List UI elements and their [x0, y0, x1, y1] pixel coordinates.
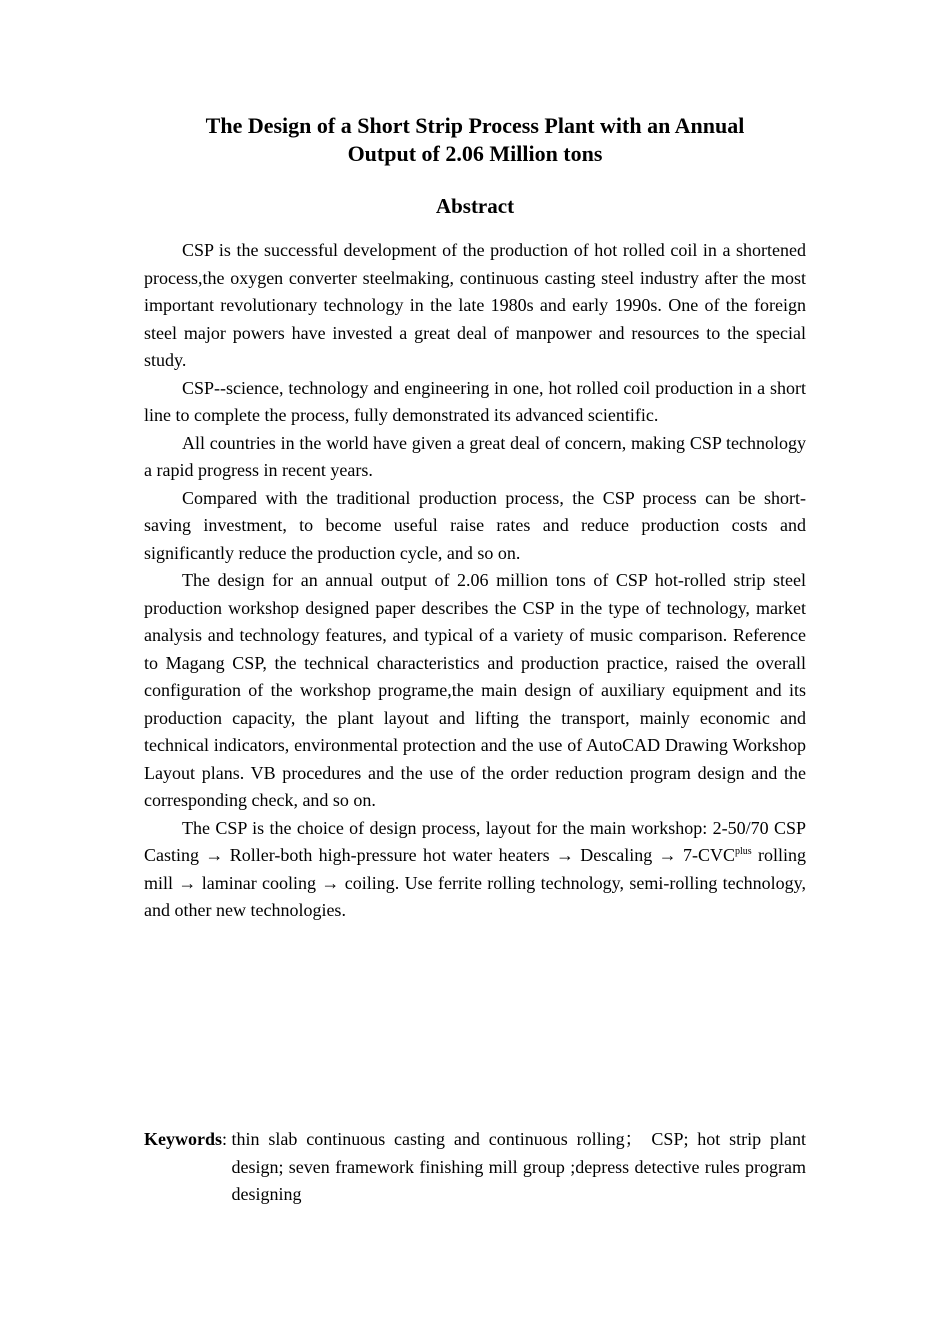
keywords-colon: : — [222, 1129, 232, 1149]
paper-title — [144, 112, 806, 168]
process-flow-text: The CSP is the choice of design process, layout for the main workshop: 2-50/70 CSP Casting → Roller-both high-pressure hot water heaters → Descaling → 7-CVC — [144, 817, 806, 865]
abstract-paragraph: The design for an annual output of 2.06 million tons of CSP hot-rolled strip steel production workshop designed paper describes the CSP in the type of technology, market analysis and technology features, and typical of a variety of music comparison. Reference to Magang CSP, the technical characteristics and production practice, raised the overall configuration of the workshop programe,the main design of auxiliary equipment and its production capacity, the plant layout and lifting the transport, mainly economic and technical indicators, environmental protection and the use of AutoCAD Drawing Workshop Layout plans. VB procedures and the use of the order reduction program design and the corresponding check, and so on. — [144, 570, 806, 810]
abstract-paragraph: Compared with the traditional production process, the CSP process can be short-saving investment, to become useful raise rates and reduce production costs and significantly reduce the production cycle, and so on. — [144, 487, 806, 563]
abstract-paragraph: CSP is the successful development of the production of hot rolled coil in a shortened process,the oxygen converter steelmaking, continuous casting steel industry after the most important revolutionary technology in the late 1980s and early 1990s. One of the foreign steel major powers have invested a great deal of manpower and resources to the special study. — [144, 240, 806, 370]
paper-page — [144, 112, 806, 925]
abstract-heading: Abstract — [435, 194, 515, 218]
keywords-block — [144, 1126, 806, 1209]
abstract-paragraph-last — [144, 815, 806, 925]
keywords-text: thin slab continuous casting and continuous rolling； CSP; hot strip plant design; seven framework finishing mill group ;depress detective rules program designing — [231, 1129, 806, 1204]
paper-title-line-1: The Design of a Short Strip Process Plant with an Annual — [205, 113, 745, 138]
abstract-paragraph: All countries in the world have given a great deal of concern, making CSP technology a rapid progress in recent years. — [144, 432, 806, 480]
superscript-plus: plus — [734, 846, 752, 857]
paper-title-line-2: Output of 2.06 Million tons — [347, 141, 603, 166]
process-flow-text-continued: rolling mill → laminar cooling → coiling. Use ferrite rolling technology, semi-rolling technology, and other new technologies. — [144, 845, 806, 920]
abstract-body — [144, 237, 806, 925]
abstract-paragraph: CSP--science, technology and engineering in one, hot rolled coil production in a short line to complete the process, fully demonstrated its advanced scientific. — [144, 377, 806, 425]
keywords-label: Keywords — [144, 1129, 222, 1149]
